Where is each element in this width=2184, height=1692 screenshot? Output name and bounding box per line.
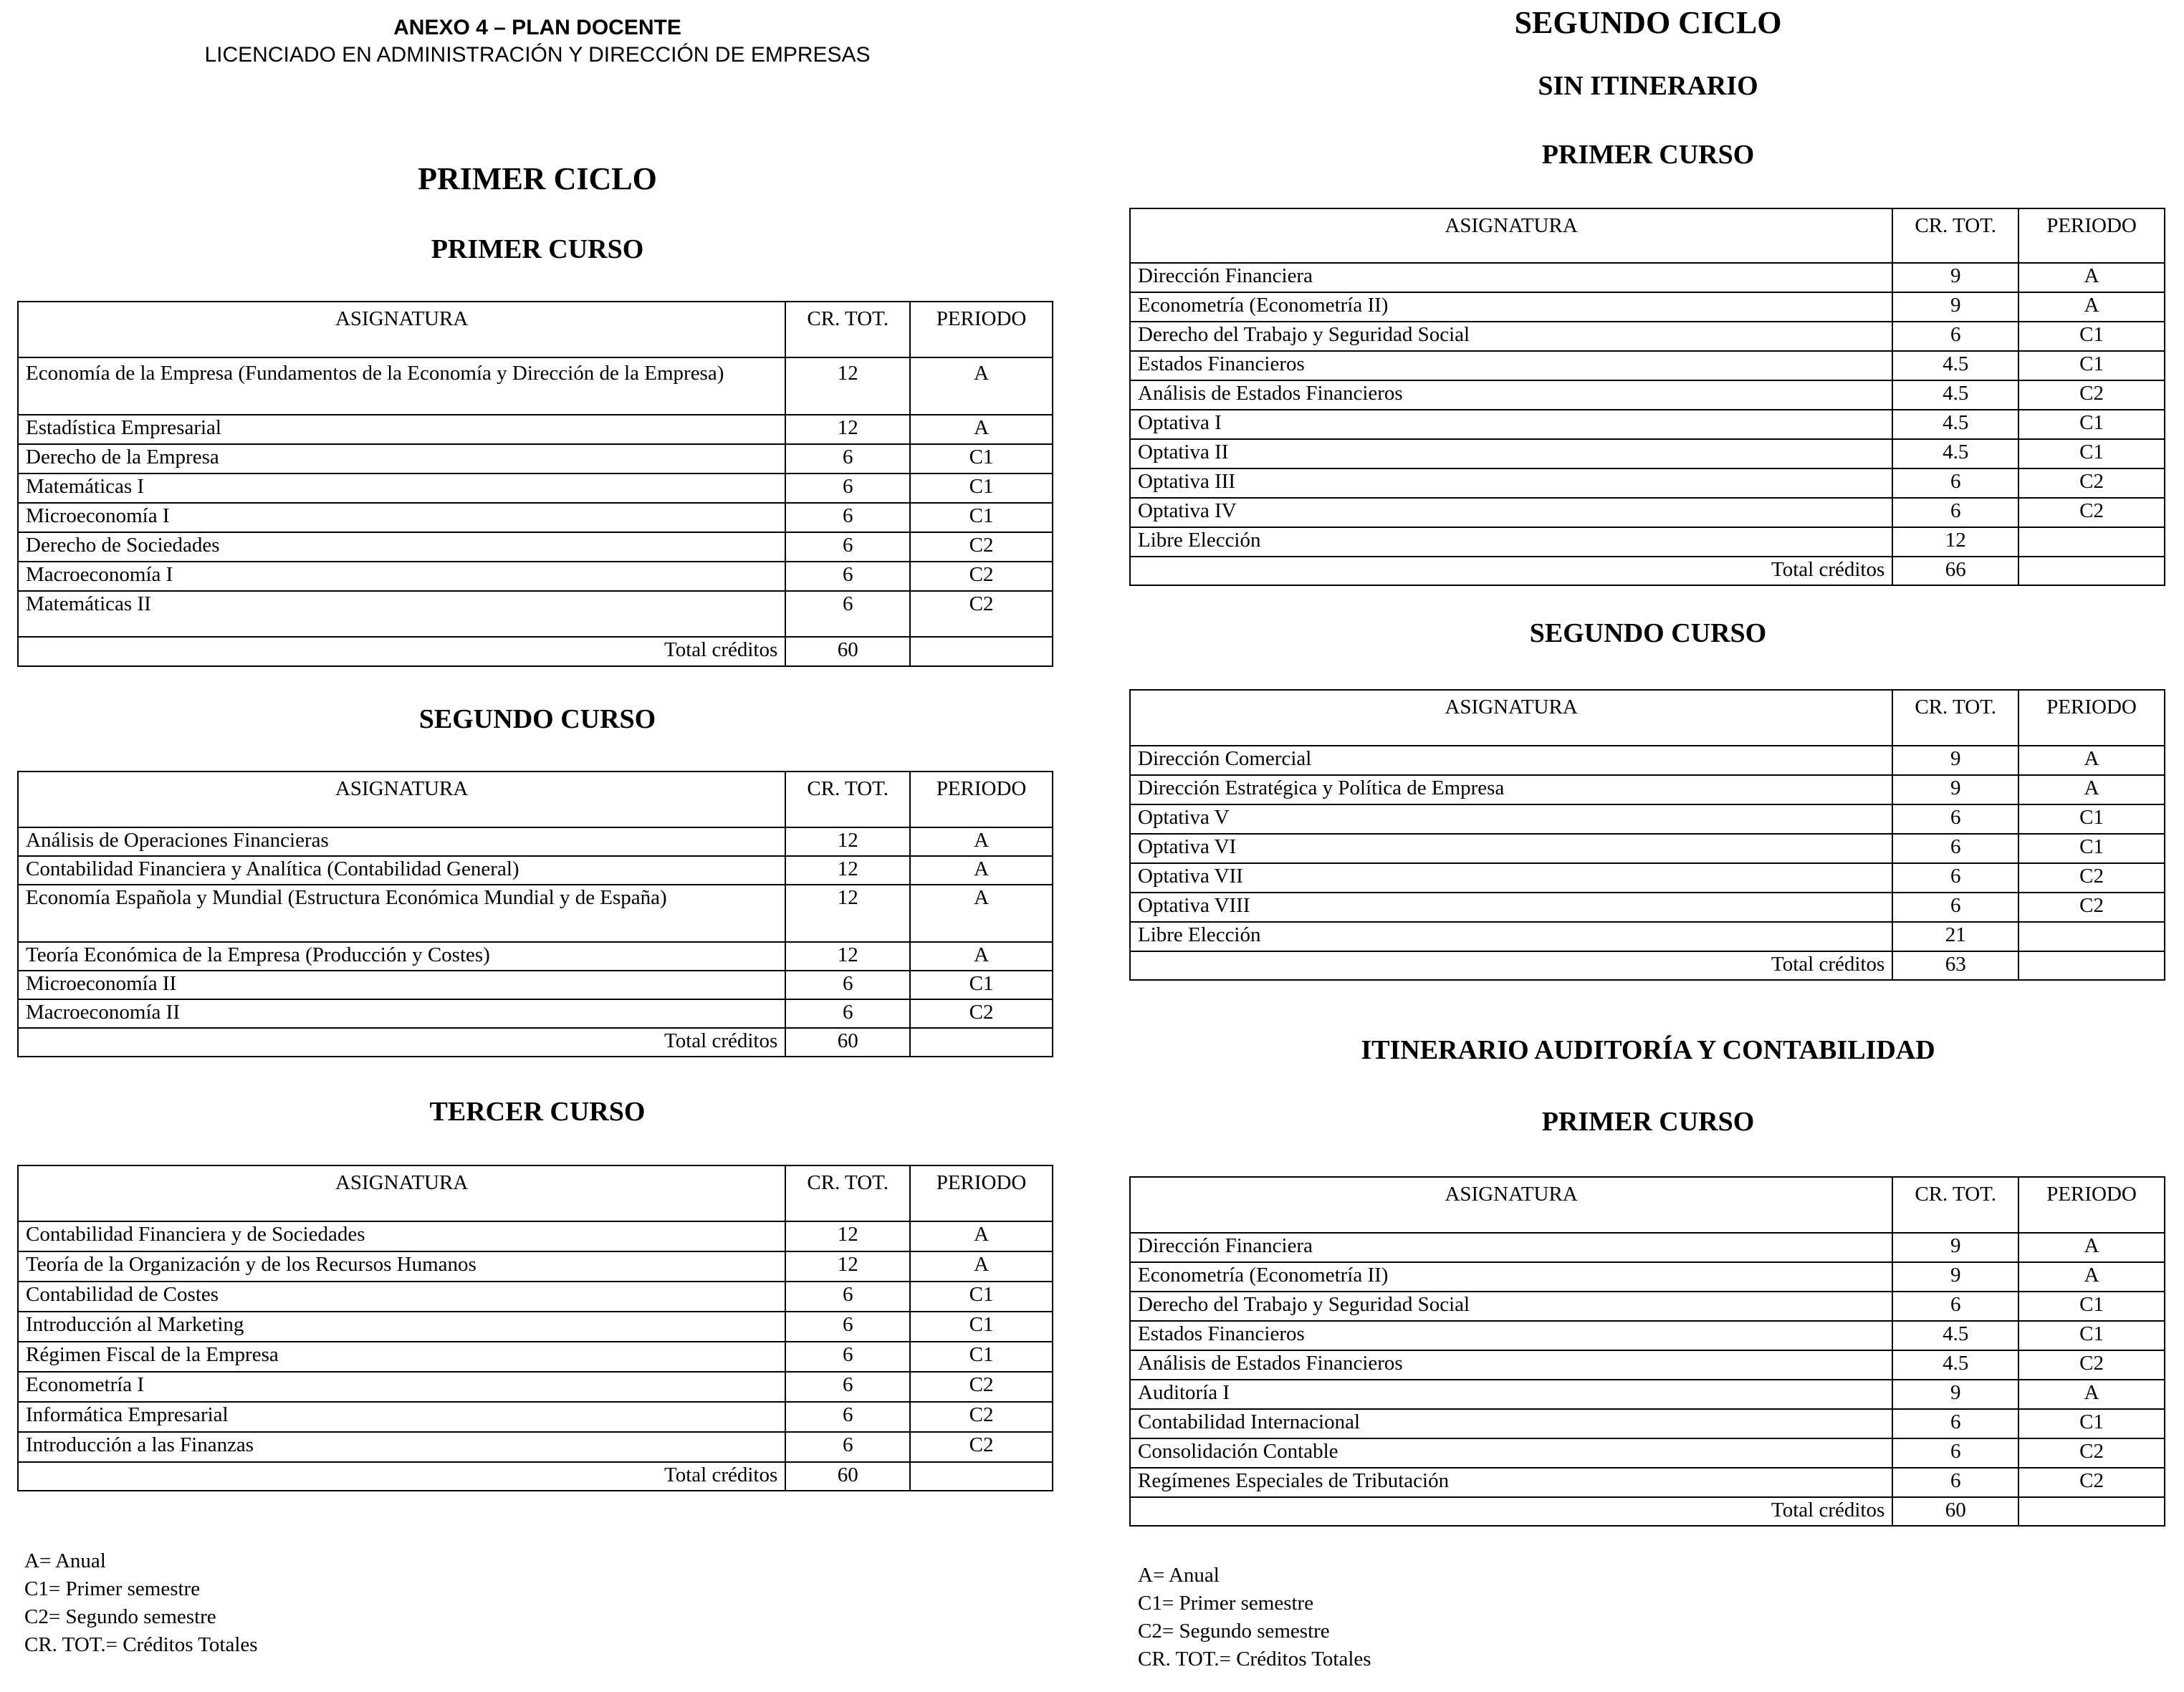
table-row	[18, 415, 1053, 444]
subject-credits: 21	[1892, 922, 2018, 951]
subject-credits: 6	[785, 444, 910, 474]
legend-right	[1138, 1562, 1371, 1673]
subject-period: A	[2018, 292, 2165, 322]
table-row	[18, 562, 1053, 591]
subject-credits: 6	[1892, 322, 2018, 351]
subject-period: C2	[2018, 863, 2165, 893]
table-row	[1130, 527, 2165, 557]
col-header-periodo: PERIODO	[2018, 208, 2165, 263]
total-period-empty	[910, 637, 1053, 666]
table-row	[18, 971, 1053, 999]
table-row	[1130, 322, 2165, 351]
subject-name: Optativa II	[1130, 439, 1892, 468]
col-header-asignatura: ASIGNATURA	[18, 772, 785, 827]
total-credits: 60	[785, 1028, 910, 1057]
subject-name: Dirección Comercial	[1130, 746, 1892, 775]
subject-name: Libre Elección	[1130, 922, 1892, 951]
table-row	[18, 1402, 1053, 1432]
col-header-periodo: PERIODO	[910, 772, 1053, 827]
subject-name: Libre Elección	[1130, 527, 1892, 557]
legend-item: CR. TOT.= Créditos Totales	[1138, 1648, 1371, 1671]
subject-name: Análisis de Estados Financieros	[1130, 380, 1892, 410]
col-header-creditos: CR. TOT.	[785, 1165, 910, 1221]
legend-item: A= Anual	[24, 1549, 106, 1572]
subject-name: Régimen Fiscal de la Empresa	[18, 1342, 785, 1372]
subject-name: Derecho de la Empresa	[18, 444, 785, 474]
subject-period: C1	[2018, 439, 2165, 468]
subject-credits: 9	[1892, 263, 2018, 292]
subject-period	[2018, 527, 2165, 557]
subject-period: C2	[910, 1372, 1053, 1402]
table-row	[18, 503, 1053, 532]
col-header-asignatura: ASIGNATURA	[18, 1165, 785, 1221]
subject-credits: 4.5	[1892, 380, 2018, 410]
subject-name: Introducción al Marketing	[18, 1312, 785, 1342]
subject-period: A	[910, 856, 1053, 885]
subject-credits: 6	[785, 591, 910, 637]
total-row	[18, 1028, 1053, 1057]
subject-name: Estados Financieros	[1130, 351, 1892, 380]
subject-name: Optativa VII	[1130, 863, 1892, 893]
subject-name: Introducción a las Finanzas	[18, 1432, 785, 1462]
total-period-empty	[2018, 951, 2165, 980]
table-row	[18, 357, 1053, 415]
subject-credits: 12	[1892, 527, 2018, 557]
subject-period: A	[2018, 1262, 2165, 1292]
legend-item: CR. TOT.= Créditos Totales	[24, 1633, 258, 1656]
segundo-curso-title: SEGUNDO CURSO	[418, 704, 656, 734]
table-body	[18, 1221, 1053, 1491]
subject-name: Estadística Empresarial	[18, 415, 785, 444]
subject-period: C1	[2018, 834, 2165, 863]
total-row	[18, 1462, 1053, 1491]
subject-period: C1	[910, 971, 1053, 999]
table-row	[1130, 380, 2165, 410]
subject-name: Optativa VIII	[1130, 893, 1892, 922]
subject-credits: 6	[1892, 468, 2018, 498]
legend-item: C2= Segundo semestre	[24, 1605, 216, 1628]
subject-credits: 12	[785, 415, 910, 444]
table-body	[1130, 746, 2165, 980]
subject-period: A	[2018, 746, 2165, 775]
subject-name: Microeconomía II	[18, 971, 785, 999]
table-row	[18, 856, 1053, 885]
total-label: Total créditos	[1130, 557, 1892, 585]
total-credits: 60	[785, 1462, 910, 1491]
table-row	[1130, 1262, 2165, 1292]
subject-period: C2	[910, 591, 1053, 637]
subject-credits: 12	[785, 885, 910, 942]
total-period-empty	[910, 1028, 1053, 1057]
subject-credits: 9	[1892, 746, 2018, 775]
total-credits: 63	[1892, 951, 2018, 980]
col-header-creditos: CR. TOT.	[1892, 1177, 2018, 1233]
primer-curso-title: PRIMER CURSO	[431, 234, 644, 264]
subject-name: Derecho del Trabajo y Seguridad Social	[1130, 1292, 1892, 1321]
subject-credits: 6	[785, 562, 910, 591]
subject-credits: 12	[785, 1251, 910, 1282]
table-row	[18, 532, 1053, 562]
table-row	[18, 1251, 1053, 1282]
subject-credits: 9	[1892, 292, 2018, 322]
subject-name: Regímenes Especiales de Tributación	[1130, 1468, 1892, 1497]
subject-period: C1	[2018, 1321, 2165, 1350]
subject-credits: 6	[785, 971, 910, 999]
subject-credits: 6	[1892, 498, 2018, 527]
subject-credits: 6	[785, 532, 910, 562]
subject-name: Contabilidad Internacional	[1130, 1409, 1892, 1438]
header-line-1: ANEXO 4 – PLAN DOCENTE	[393, 16, 681, 39]
total-label: Total créditos	[18, 1028, 785, 1057]
table-row	[18, 1282, 1053, 1312]
table-row	[1130, 893, 2165, 922]
table-row	[1130, 1350, 2165, 1380]
subject-credits: 9	[1892, 775, 2018, 804]
subject-name: Optativa V	[1130, 804, 1892, 834]
table-row	[1130, 746, 2165, 775]
subject-period: C1	[2018, 410, 2165, 439]
col-header-creditos: CR. TOT.	[1892, 208, 2018, 263]
table-row	[18, 885, 1053, 942]
table-row	[1130, 1438, 2165, 1468]
subject-name: Economía Española y Mundial (Estructura Económica Mundial y de España)	[18, 885, 785, 942]
subject-period: C1	[2018, 322, 2165, 351]
total-label: Total créditos	[1130, 951, 1892, 980]
table-segundo-ciclo-segundo-curso	[1129, 689, 2165, 981]
table-row	[18, 591, 1053, 637]
subject-period: C1	[2018, 351, 2165, 380]
subject-credits: 9	[1892, 1380, 2018, 1409]
sin-itinerario-title: SIN ITINERARIO	[1538, 71, 1758, 101]
table-row	[1130, 1233, 2165, 1262]
subject-name: Análisis de Estados Financieros	[1130, 1350, 1892, 1380]
table-row	[1130, 1409, 2165, 1438]
table-row	[18, 1432, 1053, 1462]
legend-left	[24, 1547, 258, 1659]
subject-period: C2	[910, 1402, 1053, 1432]
subject-credits: 6	[785, 503, 910, 532]
tercer-curso-title: TERCER CURSO	[429, 1097, 646, 1127]
subject-period: A	[910, 942, 1053, 971]
subject-period: C2	[910, 999, 1053, 1028]
subject-credits: 6	[785, 1402, 910, 1432]
subject-period: C2	[2018, 893, 2165, 922]
col-header-asignatura: ASIGNATURA	[18, 302, 785, 357]
subject-name: Consolidación Contable	[1130, 1438, 1892, 1468]
total-row	[1130, 557, 2165, 585]
subject-period: C1	[2018, 804, 2165, 834]
total-credits: 60	[1892, 1497, 2018, 1526]
subject-period: C1	[910, 1342, 1053, 1372]
legend-item: C1= Primer semestre	[24, 1577, 201, 1600]
table-row	[1130, 351, 2165, 380]
subject-name: Matemáticas II	[18, 591, 785, 637]
table-row	[18, 1342, 1053, 1372]
subject-period: C2	[2018, 1468, 2165, 1497]
table-row	[18, 474, 1053, 503]
table-row	[18, 942, 1053, 971]
subject-credits: 6	[1892, 893, 2018, 922]
subject-name: Dirección Financiera	[1130, 1233, 1892, 1262]
subject-credits: 12	[785, 357, 910, 415]
subject-period: A	[2018, 775, 2165, 804]
total-credits: 66	[1892, 557, 2018, 585]
subject-name: Econometría I	[18, 1372, 785, 1402]
subject-period: C1	[910, 1312, 1053, 1342]
subject-period: A	[910, 827, 1053, 856]
subject-name: Auditoría I	[1130, 1380, 1892, 1409]
subject-name: Macroeconomía II	[18, 999, 785, 1028]
subject-name: Econometría (Econometría II)	[1130, 292, 1892, 322]
table-body	[18, 827, 1053, 1057]
total-row	[1130, 951, 2165, 980]
subject-name: Dirección Estratégica y Política de Empresa	[1130, 775, 1892, 804]
subject-name: Optativa IV	[1130, 498, 1892, 527]
total-period-empty	[910, 1462, 1053, 1491]
table-row	[1130, 863, 2165, 893]
subject-period: C2	[910, 532, 1053, 562]
sc-segundo-curso-title: SEGUNDO CURSO	[1529, 618, 1767, 648]
subject-credits: 6	[785, 1312, 910, 1342]
subject-period: A	[2018, 263, 2165, 292]
col-header-asignatura: ASIGNATURA	[1130, 208, 1892, 263]
table-body	[18, 357, 1053, 666]
col-header-asignatura: ASIGNATURA	[1130, 1177, 1892, 1233]
total-period-empty	[2018, 1497, 2165, 1526]
subject-name: Optativa VI	[1130, 834, 1892, 863]
table-row	[1130, 1292, 2165, 1321]
subject-credits: 12	[785, 1221, 910, 1251]
table-primer-ciclo-primer-curso	[17, 301, 1053, 667]
col-header-asignatura: ASIGNATURA	[1130, 690, 1892, 746]
total-row	[18, 637, 1053, 666]
subject-credits: 6	[785, 1342, 910, 1372]
table-row	[1130, 1468, 2165, 1497]
table-row	[1130, 263, 2165, 292]
table-primer-ciclo-tercer-curso	[17, 1165, 1053, 1491]
subject-credits: 4.5	[1892, 1321, 2018, 1350]
subject-period: A	[910, 1251, 1053, 1282]
subject-credits: 4.5	[1892, 1350, 2018, 1380]
subject-credits: 6	[1892, 1292, 2018, 1321]
itinerario-primer-curso-title: PRIMER CURSO	[1541, 1107, 1755, 1137]
subject-period: C1	[910, 1282, 1053, 1312]
subject-name: Economía de la Empresa (Fundamentos de la Economía y Dirección de la Empresa)	[18, 357, 785, 415]
table-row	[1130, 439, 2165, 468]
subject-period: C1	[2018, 1292, 2165, 1321]
col-header-creditos: CR. TOT.	[785, 302, 910, 357]
subject-name: Contabilidad de Costes	[18, 1282, 785, 1312]
col-header-creditos: CR. TOT.	[785, 772, 910, 827]
subject-credits: 6	[1892, 834, 2018, 863]
subject-name: Teoría Económica de la Empresa (Producción y Costes)	[18, 942, 785, 971]
subject-credits: 6	[785, 1372, 910, 1402]
subject-period: A	[910, 357, 1053, 415]
col-header-periodo: PERIODO	[910, 302, 1053, 357]
subject-name: Optativa III	[1130, 468, 1892, 498]
subject-name: Teoría de la Organización y de los Recursos Humanos	[18, 1251, 785, 1282]
table-row	[1130, 498, 2165, 527]
table-row	[1130, 1321, 2165, 1350]
col-header-periodo: PERIODO	[2018, 1177, 2165, 1233]
subject-name: Estados Financieros	[1130, 1321, 1892, 1350]
subject-credits: 6	[785, 474, 910, 503]
table-row	[1130, 468, 2165, 498]
subject-credits: 6	[1892, 1468, 2018, 1497]
total-period-empty	[2018, 557, 2165, 585]
subject-credits: 6	[1892, 1409, 2018, 1438]
subject-credits: 12	[785, 856, 910, 885]
subject-period: C2	[2018, 468, 2165, 498]
col-header-periodo: PERIODO	[2018, 690, 2165, 746]
subject-name: Macroeconomía I	[18, 562, 785, 591]
subject-name: Derecho de Sociedades	[18, 532, 785, 562]
subject-period: A	[910, 1221, 1053, 1251]
subject-period: A	[910, 885, 1053, 942]
subject-credits: 6	[1892, 1438, 2018, 1468]
table-row	[18, 444, 1053, 474]
subject-period: C2	[2018, 498, 2165, 527]
subject-name: Análisis de Operaciones Financieras	[18, 827, 785, 856]
table-row	[18, 1221, 1053, 1251]
itinerario-title: ITINERARIO AUDITORÍA Y CONTABILIDAD	[1361, 1035, 1935, 1065]
subject-name: Contabilidad Financiera y Analítica (Contabilidad General)	[18, 856, 785, 885]
table-segundo-ciclo-primer-curso	[1129, 208, 2165, 586]
subject-credits: 12	[785, 942, 910, 971]
subject-period: C1	[2018, 1409, 2165, 1438]
subject-name: Derecho del Trabajo y Seguridad Social	[1130, 322, 1892, 351]
table-row	[1130, 292, 2165, 322]
subject-period: A	[2018, 1233, 2165, 1262]
subject-period: C1	[910, 503, 1053, 532]
table-row	[1130, 804, 2165, 834]
col-header-creditos: CR. TOT.	[1892, 690, 2018, 746]
document-header	[0, 14, 1075, 69]
subject-credits: 4.5	[1892, 351, 2018, 380]
subject-credits: 6	[785, 1282, 910, 1312]
subject-name: Matemáticas I	[18, 474, 785, 503]
subject-period: C1	[910, 474, 1053, 503]
subject-credits: 4.5	[1892, 410, 2018, 439]
table-row	[18, 1372, 1053, 1402]
table-row	[1130, 834, 2165, 863]
table-itinerario-primer-curso	[1129, 1176, 2165, 1527]
subject-credits: 6	[785, 1432, 910, 1462]
table-row	[1130, 922, 2165, 951]
subject-period: C1	[910, 444, 1053, 474]
legend-item: A= Anual	[1138, 1564, 1220, 1587]
subject-name: Econometría (Econometría II)	[1130, 1262, 1892, 1292]
total-credits: 60	[785, 637, 910, 666]
total-row	[1130, 1497, 2165, 1526]
subject-credits: 6	[1892, 804, 2018, 834]
subject-period: C2	[2018, 1438, 2165, 1468]
legend-item: C1= Primer semestre	[1138, 1592, 1314, 1615]
subject-period: C2	[2018, 1350, 2165, 1380]
table-row	[1130, 410, 2165, 439]
table-row	[18, 999, 1053, 1028]
table-row	[1130, 775, 2165, 804]
subject-credits: 9	[1892, 1262, 2018, 1292]
subject-name: Optativa I	[1130, 410, 1892, 439]
table-row	[18, 827, 1053, 856]
primer-ciclo-title: PRIMER CICLO	[418, 161, 657, 196]
subject-credits: 12	[785, 827, 910, 856]
col-header-periodo: PERIODO	[910, 1165, 1053, 1221]
table-body	[1130, 263, 2165, 585]
total-label: Total créditos	[18, 637, 785, 666]
subject-period: C2	[2018, 380, 2165, 410]
total-label: Total créditos	[1130, 1497, 1892, 1526]
table-primer-ciclo-segundo-curso	[17, 771, 1053, 1057]
subject-period: A	[910, 415, 1053, 444]
subject-name: Informática Empresarial	[18, 1402, 785, 1432]
subject-credits: 6	[785, 999, 910, 1028]
legend-item: C2= Segundo semestre	[1138, 1620, 1330, 1643]
sc-primer-curso-title: PRIMER CURSO	[1541, 140, 1755, 170]
table-body	[1130, 1233, 2165, 1526]
header-line-2: LICENCIADO EN ADMINISTRACIÓN Y DIRECCIÓN DE EMPRESAS	[204, 43, 871, 67]
subject-name: Contabilidad Financiera y de Sociedades	[18, 1221, 785, 1251]
segundo-ciclo-title: SEGUNDO CICLO	[1514, 5, 1782, 40]
table-row	[1130, 1380, 2165, 1409]
subject-credits: 4.5	[1892, 439, 2018, 468]
subject-name: Dirección Financiera	[1130, 263, 1892, 292]
subject-period: A	[2018, 1380, 2165, 1409]
total-label: Total créditos	[18, 1462, 785, 1491]
subject-credits: 9	[1892, 1233, 2018, 1262]
subject-period: C2	[910, 1432, 1053, 1462]
subject-credits: 6	[1892, 863, 2018, 893]
subject-name: Microeconomía I	[18, 503, 785, 532]
subject-period	[2018, 922, 2165, 951]
subject-period: C2	[910, 562, 1053, 591]
table-row	[18, 1312, 1053, 1342]
